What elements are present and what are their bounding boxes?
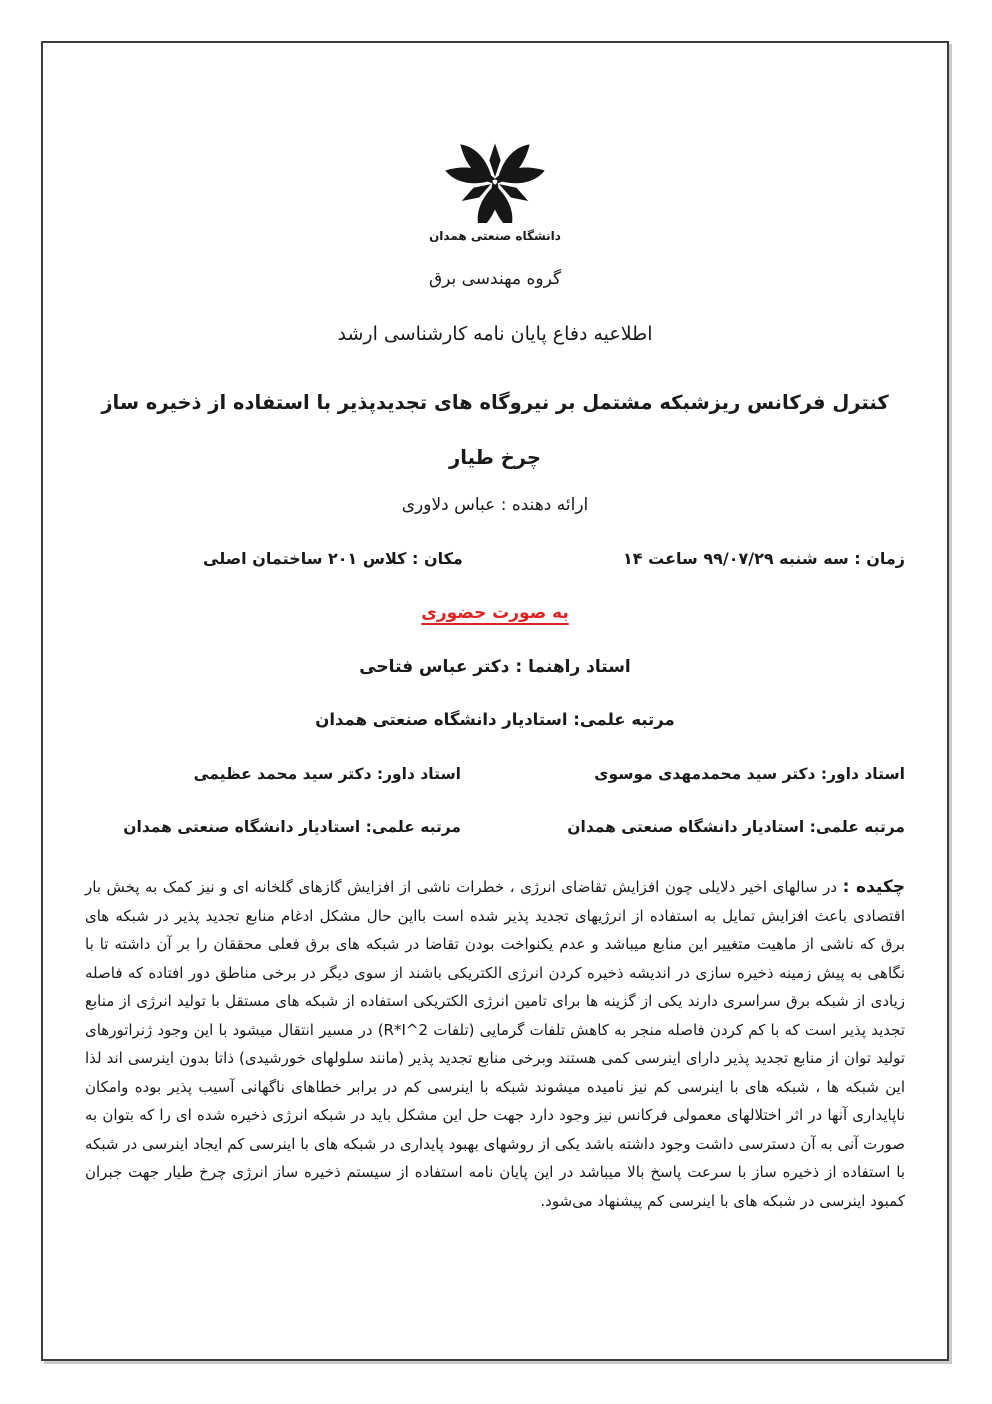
supervisor-line: استاد راهنما : دکتر عباس فتاحی — [359, 657, 631, 677]
schedule-row — [85, 547, 905, 571]
announcement-line: اطلاعیه دفاع پایان نامه کارشناسی ارشد — [337, 323, 653, 345]
abstract-label: چکیده : — [842, 877, 905, 897]
supervisor-rank-line: مرتبه علمی: استادیار دانشگاه صنعتی همدان — [315, 710, 675, 729]
page-border-frame — [41, 41, 949, 1361]
department-line: گروه مهندسی برق — [428, 269, 562, 289]
examiner-1-name: استاد داور: دکتر سید محمدمهدی موسوی — [594, 765, 905, 783]
presenter-line: ارائه دهنده : عباس دلاوری — [401, 495, 589, 515]
university-trefoil-logo-icon — [431, 135, 559, 227]
schedule-time: زمان : سه شنبه ۹۹/۰۷/۲۹ ساعت ۱۴ — [623, 549, 905, 568]
university-logo-block — [85, 135, 905, 243]
examiner-names-row — [85, 762, 905, 786]
attendance-mode-text: به صورت حضوری — [421, 603, 569, 623]
examiner-2-name: استاد داور: دکتر سید محمد عظیمی — [193, 765, 461, 783]
schedule-location: مکان : کلاس ۲۰۱ ساختمان اصلی — [203, 549, 463, 568]
thesis-title: کنترل فرکانس ریزشبکه مشتمل بر نیروگاه های تجدیدپذیر با استفاده از ذخیره ساز چرخ طیار — [101, 391, 889, 469]
university-logo-caption: دانشگاه صنعتی همدان — [429, 229, 561, 243]
examiner-1-rank: مرتبه علمی: استادیار دانشگاه صنعتی همدان — [567, 818, 905, 836]
abstract-paragraph — [85, 873, 905, 1215]
attendance-mode-line — [85, 601, 905, 625]
abstract-text: در سالهای اخیر دلایلی چون افزایش تقاضای انرژی ، خطرات ناشی از افزایش گازهای گلخانه ای و نیز کمک به پخش بار اقتصادی باعث افزایش تمایل به استفاده از انرژیهای تجدید پذیر شده است بااین حال مشکل ادغام منابع تجدید پذیر در شبکه های برق که ناشی از ماهیت متغییر این منابع میباشد و عدم یکنواخت بودن تقاضا در شبکه های برق فعلی محققان را بر آن داشته تا با نگاهی به پیش زمینه ذخیره سازی در اندیشه ذخیره کردن انرژی الکتریکی باشند از سوی دیگر در برخی مناطق دور افتاده که فاصله زیادی از شبکه برق سراسری دارند یکی از گزینه ها برای تامین انرژی الکتریکی استفاده از شبکه های مستقل با تولید انرژی از منابع تجدید پذیر است که با کم کردن فاصله منجر به کاهش تلفات گرمایی (تلفات R*I^2) در مسیر انتقال میشود با این وجود ژنراتورهای تولید توان از منابع تجدید پذیر دارای اینرسی کمی هستند وبرخی منابع تجدید پذیر (مانند سلولهای خورشیدی) ذاتا بدون اینرسی اند لذا این شبکه ها ، شبکه های با اینرسی کم نیز نامیده میشوند شبکه با اینرسی کم در برابر خطاهای ناگهانی آسیب پذیر بوده وامکان ناپایداری آنها در اثر اختلالهای معمولی فرکانس نیز وجود دارد جهت حل این مشکل باید در شبکه انرژی ذخیره شده ای را که بتوان به صورت آنی به آن دسترسی داشت وجود داشته باشد یکی از روشهای بهبود پایداری در شبکه های با اینرسی کم ایجاد اینرسی در شبکه با استفاده از ذخیره ساز با سرعت پاسخ بالا میباشد در این پایان نامه استفاده از سیستم ذخیره ساز انرژی چرخ طیار جهت جبران کمبود اینرسی در شبکه های با اینرسی کم پیشنهاد می‌شود. — [85, 878, 905, 1210]
examiner-ranks-row — [85, 815, 905, 839]
examiner-2-rank: مرتبه علمی: استادیار دانشگاه صنعتی همدان — [123, 818, 461, 836]
